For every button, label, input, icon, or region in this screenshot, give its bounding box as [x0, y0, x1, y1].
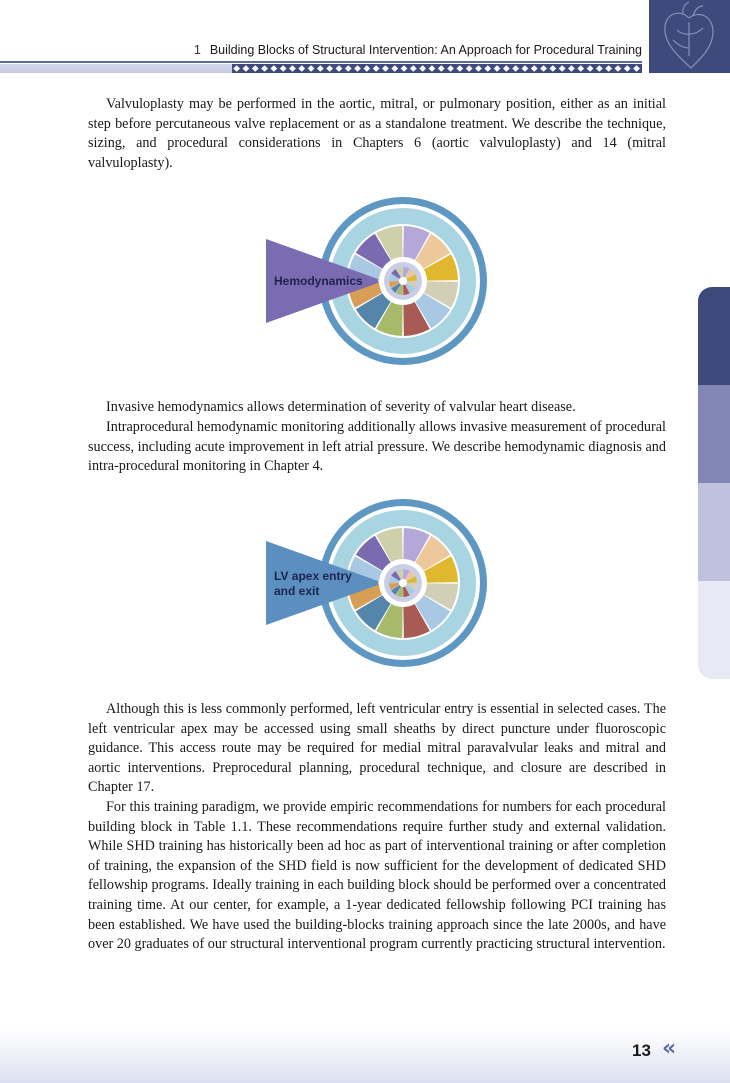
side-tab-2 — [698, 385, 730, 483]
side-tab-4 — [698, 581, 730, 679]
running-title: Building Blocks of Structural Intervention: An Approach for Procedural Training — [209, 43, 642, 57]
running-header — [194, 43, 642, 57]
header-rule — [0, 61, 642, 63]
building-block-wheel-lv-apex — [266, 497, 496, 677]
figure-label — [274, 569, 352, 583]
side-tab-3 — [698, 483, 730, 581]
figure-label-line-1: LV apex entry — [274, 569, 352, 583]
paragraph-lv-entry: Although this is less commonly performed, left ventricular entry is essential in selected cases. The left ventricular apex may be accessed using small sheaths by direct puncture under fluoroscopic guidance. This access route may be required for medial mitral paravalvular leaks and mitral and aortic interventions. Preprocedural planning, procedural technique, and closure are described in Chapter 17. — [88, 701, 666, 796]
diamond-pattern — [232, 64, 642, 73]
page-header — [0, 0, 730, 80]
figure-label — [274, 584, 319, 598]
figure-label-line-2: and exit — [274, 584, 320, 598]
figure-label: Hemodynamics — [274, 274, 363, 288]
side-thumb-tabs — [698, 287, 730, 679]
paragraph-intraprocedural-monitoring: Intraprocedural hemodynamic monitoring additionally allows invasive measurement of procedural success, including acute improvement in left atrial pressure. We describe hemodynamic diagnosis and intra-procedural monitoring in Chapter 4. — [88, 419, 666, 475]
building-block-wheel-hemodynamics — [266, 195, 496, 375]
page-number: 13 — [632, 1041, 651, 1060]
chapter-number: 1 — [193, 43, 201, 57]
hub-center — [399, 579, 407, 587]
chevron-left-icon: « — [662, 1036, 677, 1061]
heart-icon — [649, 0, 730, 73]
figure-lv-apex — [266, 497, 496, 677]
paragraph-invasive-hemodynamics: Invasive hemodynamics allows determination of severity of valvular heart disease. — [106, 399, 576, 415]
page-footer — [0, 1030, 730, 1083]
hub-center — [399, 277, 407, 285]
paragraph-training-paradigm: For this training paradigm, we provide empiric recommendations for numbers for each procedural building block in Table 1.1. These recommendations require further study and external validation. While SHD training has historically been ad hoc as part of interventional training or after completion of training, the expansion of the SHD field is now sufficient for the development of dedicated SHD fellowship programs. Ideally training in each building block should be performed over a concentrated training time. At our center, for example, a 1-year dedicated fellowship following PCI training has been established. We have used the building-blocks training approach since the late 2000s, and have over 20 graduates of our structural interventional program currently practicing structural intervention. — [88, 799, 666, 953]
header-corner-block — [649, 0, 730, 73]
side-tab-1 — [698, 287, 730, 385]
figure-hemodynamics — [266, 195, 496, 375]
paragraph-valvuloplasty: Valvuloplasty may be performed in the aortic, mitral, or pulmonary position, either as an initial step before percutaneous valve replacement or as a standalone treatment. We describe the technique, sizing, and procedural considerations in Chapters 6 (aortic valvuloplasty) and 14 (mitral valvuloplasty). — [88, 96, 666, 171]
